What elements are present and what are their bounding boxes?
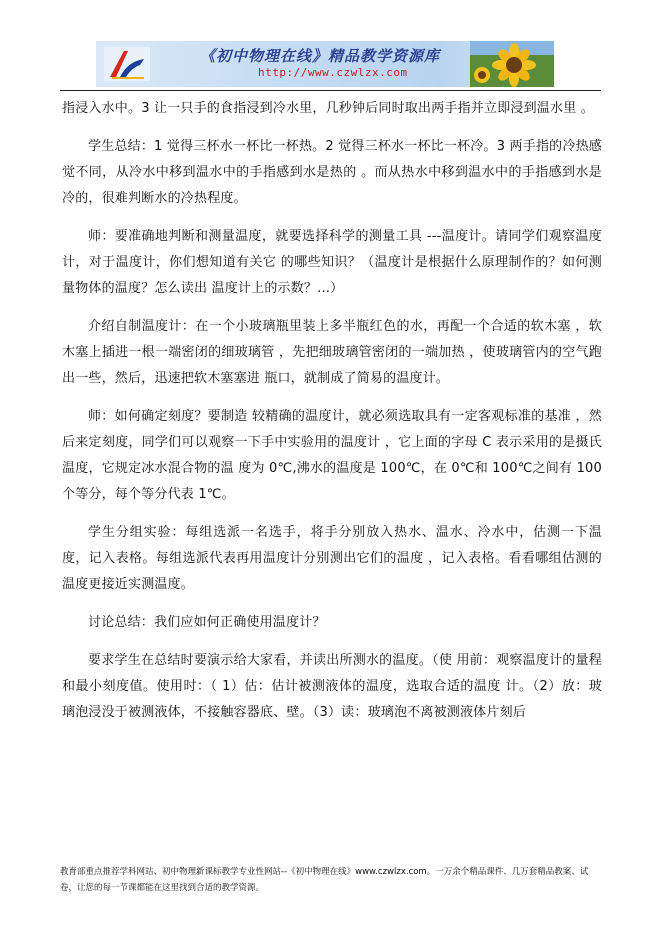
- sunflower-icon: [470, 41, 554, 87]
- header-banner: [96, 41, 554, 87]
- paragraph: 介绍自制温度计：在一个小玻璃瓶里装上多半瓶红色的水，再配一个合适的软木塞 ，软木塞上插进一根一端密闭的细玻璃管 ，先把细玻璃管密闭的一端加热 ，使玻璃管内的空气跑出一些，然后，迅速把软木塞塞进 瓶口，就制成了简易的温度计。: [62, 319, 602, 386]
- site-logo-icon: [104, 47, 150, 81]
- document-body: [62, 96, 602, 738]
- paragraph: 师：要准确地判断和测量温度，就要选择科学的测量工具 ---温度计。请同学们观察温度计，对于温度计，你们想知道有关它 的哪些知识？（温度计是根据什么原理制作的？如何测量物体的温度？怎么读出 温度计上的示数？...）: [62, 229, 602, 296]
- banner-title: 《初中物理在线》精品教学资源库: [200, 47, 441, 65]
- paragraph: 学生分组实验：每组选派一名选手，将手分别放入热水、温水、冷水中，估测一下温度，记入表格。每组选派代表再用温度计分别测出它们的温度 ，记入表格。看看哪组估测的温度更接近实测温度。: [62, 525, 602, 592]
- paragraph: 师：如何确定刻度？要制造 较精确的温度计，就必须选取具有一定客观标准的基准 ，然后来定刻度，同学们可以观察一下手中实验用的温度计 ，它上面的字母 C 表示采用的是摄氏温度，它规定冰水混合物的温 度为 0℃,沸水的温度是 100℃，在 0℃和 100℃之间有 100 个等分，每个等分代表 1℃。: [62, 409, 602, 502]
- paragraph: 学生总结：1 觉得三杯水一杯比一杯热。2 觉得三杯水一杯比一杯冷。3 两手指的冷热感觉不同，从冷水中移到温水中的手指感到水是热的 。而从热水中移到温水中的手指感到水是冷的，很难判断水的冷热程度。: [62, 139, 602, 206]
- paragraph: 讨论总结：我们应如何正确使用温度计？: [88, 615, 326, 630]
- header-divider: [60, 90, 601, 91]
- page-footer: 教育部重点推荐学科网站、初中物理新课标教学专业性网站--《初中物理在线》www.czwlzx.com。一万余个精品课件、几万套精品教案、试卷，让您的每一节课都能在这里找到合适的教学资源。: [60, 867, 589, 893]
- paragraph: 指浸入水中。3 让一只手的食指浸到冷水里，几秒钟后同时取出两手指并立即浸到温水里 。: [62, 101, 594, 116]
- paragraph: 要求学生在总结时要演示给大家看，并读出所测水的温度。（使 用前：观察温度计的量程和最小刻度值。使用时：（ 1）估：估计被测液体的温度，选取合适的温度 计。（2）放：玻璃泡浸没于被测液体，不接触容器底、壁。（3）读：玻璃泡不离被测液体片刻后: [62, 653, 602, 720]
- banner-url: http://www.czwlzx.com: [258, 66, 408, 79]
